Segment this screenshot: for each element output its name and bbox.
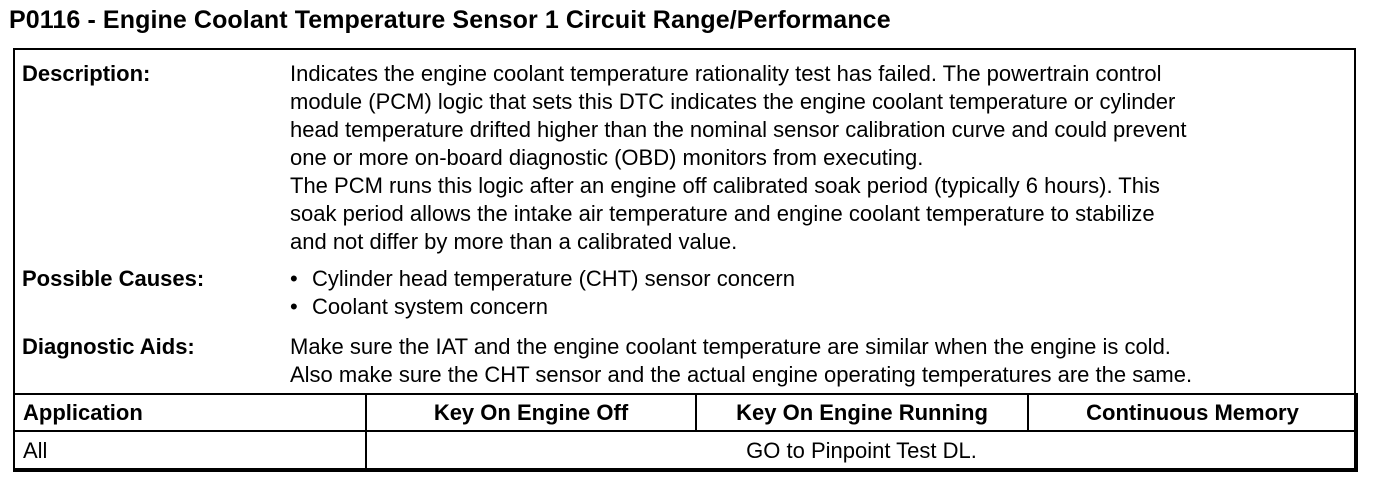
header-continuous-memory: Continuous Memory <box>1028 394 1357 431</box>
description-text <box>290 60 1186 256</box>
description-line: one or more on-board diagnostic (OBD) monitors from executing. <box>290 145 924 170</box>
diagnostic-aid-line: Also make sure the CHT sensor and the actual engine operating temperatures are the same. <box>290 362 1193 387</box>
possible-causes-list <box>290 265 795 321</box>
description-line: The PCM runs this logic after an engine off calibrated soak period (typically 6 hours). This <box>290 173 1160 198</box>
application-table <box>13 393 1358 472</box>
possible-cause-item: • Cylinder head temperature (CHT) sensor concern <box>290 265 795 293</box>
diagnostic-aid-line: Make sure the IAT and the engine coolant temperature are similar when the engine is cold. <box>290 334 1171 359</box>
table-header-row <box>14 394 1357 431</box>
description-label: Description: <box>22 61 151 86</box>
description-line: and not differ by more than a calibrated value. <box>290 229 738 254</box>
description-line: soak period allows the intake air temperature and engine coolant temperature to stabilize <box>290 201 1155 226</box>
description-line: head temperature drifted higher than the nominal sensor calibration curve and could prevent <box>290 117 1187 142</box>
dtc-info-box <box>13 48 1356 470</box>
header-key-on-engine-off: Key On Engine Off <box>366 394 696 431</box>
possible-causes-label: Possible Causes: <box>22 266 205 291</box>
description-line: Indicates the engine coolant temperature rationality test has failed. The powertrain control <box>290 61 1162 86</box>
application-cell: All <box>14 431 366 471</box>
possible-cause-item: • Coolant system concern <box>290 293 795 321</box>
diagnostic-aids-label: Diagnostic Aids: <box>22 334 195 359</box>
page-title: P0116 - Engine Coolant Temperature Sensor 1 Circuit Range/Performance <box>9 6 891 34</box>
header-application: Application <box>14 394 366 431</box>
description-line: module (PCM) logic that sets this DTC indicates the engine coolant temperature or cylinder <box>290 89 1176 114</box>
table-row <box>14 431 1357 471</box>
diagnostic-aids-text <box>290 333 1192 389</box>
header-key-on-engine-running: Key On Engine Running <box>696 394 1028 431</box>
pinpoint-test-cell: GO to Pinpoint Test DL. <box>366 431 1357 471</box>
